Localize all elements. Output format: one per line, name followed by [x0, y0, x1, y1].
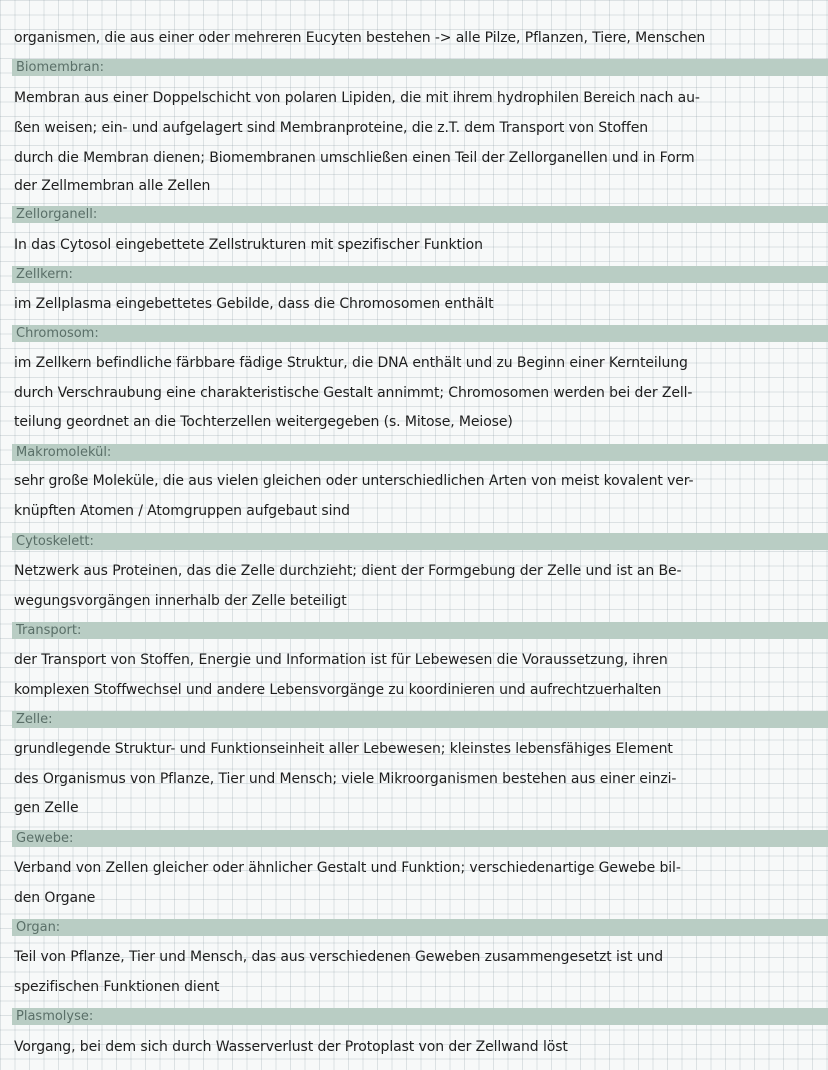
- definition-line: Vorgang, bei dem sich durch Wasserverlust der Protoplast von der Zellwand löst: [14, 1039, 568, 1055]
- definition-line: gen Zelle: [14, 800, 79, 816]
- definition-line: knüpften Atomen / Atomgruppen aufgebaut sind: [14, 503, 350, 519]
- definition-line: des Organismus von Pflanze, Tier und Mensch; viele Mikroorganismen bestehen aus einer einzi-: [14, 771, 677, 787]
- definition-line: Netzwerk aus Proteinen, das die Zelle durchzieht; dient der Formgebung der Zelle und ist an Be-: [14, 563, 682, 579]
- definition-line: im Zellplasma eingebettetes Gebilde, dass die Chromosomen enthält: [14, 296, 494, 312]
- term-plasmolyse: Plasmolyse:: [12, 1008, 828, 1025]
- definition-line: durch die Membran dienen; Biomembranen umschließen einen Teil der Zellorganellen und in Form: [14, 150, 695, 166]
- definition-line: den Organe: [14, 890, 96, 906]
- definition-line: komplexen Stoffwechsel und andere Lebensvorgänge zu koordinieren und aufrechtzuerhalten: [14, 682, 662, 698]
- term-biomembran: Biomembran:: [12, 59, 828, 76]
- term-zellkern: Zellkern:: [12, 266, 828, 283]
- term-organ: Organ:: [12, 919, 828, 936]
- definition-line: ßen weisen; ein- und aufgelagert sind Membranproteine, die z.T. dem Transport von Stoffen: [14, 120, 648, 136]
- term-gewebe: Gewebe:: [12, 830, 828, 847]
- definition-line: der Transport von Stoffen, Energie und Information ist für Lebewesen die Voraussetzung, ihren: [14, 652, 668, 668]
- term-zelle: Zelle:: [12, 711, 828, 728]
- term-makromolekuel: Makromolekül:: [12, 444, 828, 461]
- term-chromosom: Chromosom:: [12, 325, 828, 342]
- intro-line: organismen, die aus einer oder mehreren Eucyten bestehen -> alle Pilze, Pflanzen, Tiere, Menschen: [14, 30, 706, 46]
- term-cytoskelett: Cytoskelett:: [12, 533, 828, 550]
- definition-line: spezifischen Funktionen dient: [14, 979, 220, 995]
- definition-line: wegungsvorgängen innerhalb der Zelle beteiligt: [14, 593, 347, 609]
- definition-line: In das Cytosol eingebettete Zellstrukturen mit spezifischer Funktion: [14, 237, 483, 253]
- definition-line: grundlegende Struktur- und Funktionseinheit aller Lebewesen; kleinstes lebensfähiges Element: [14, 741, 673, 757]
- definition-line: durch Verschraubung eine charakteristische Gestalt annimmt; Chromosomen werden bei der Zell-: [14, 385, 693, 401]
- definition-line: der Zellmembran alle Zellen: [14, 178, 211, 194]
- term-transport: Transport:: [12, 622, 828, 639]
- term-zellorganell: Zellorganell:: [12, 206, 828, 223]
- definition-line: Verband von Zellen gleicher oder ähnlicher Gestalt und Funktion; verschiedenartige Gewebe bil-: [14, 860, 681, 876]
- definition-line: im Zellkern befindliche färbbare fädige Struktur, die DNA enthält und zu Beginn einer Kernteilung: [14, 355, 688, 371]
- definition-line: Teil von Pflanze, Tier und Mensch, das aus verschiedenen Geweben zusammengesetzt ist und: [14, 949, 664, 965]
- definition-line: Membran aus einer Doppelschicht von polaren Lipiden, die mit ihrem hydrophilen Bereich nach au-: [14, 90, 700, 106]
- definition-line: teilung geordnet an die Tochterzellen weitergegeben (s. Mitose, Meiose): [14, 414, 513, 430]
- definition-line: sehr große Moleküle, die aus vielen gleichen oder unterschiedlichen Arten von meist kovalent ver-: [14, 473, 694, 489]
